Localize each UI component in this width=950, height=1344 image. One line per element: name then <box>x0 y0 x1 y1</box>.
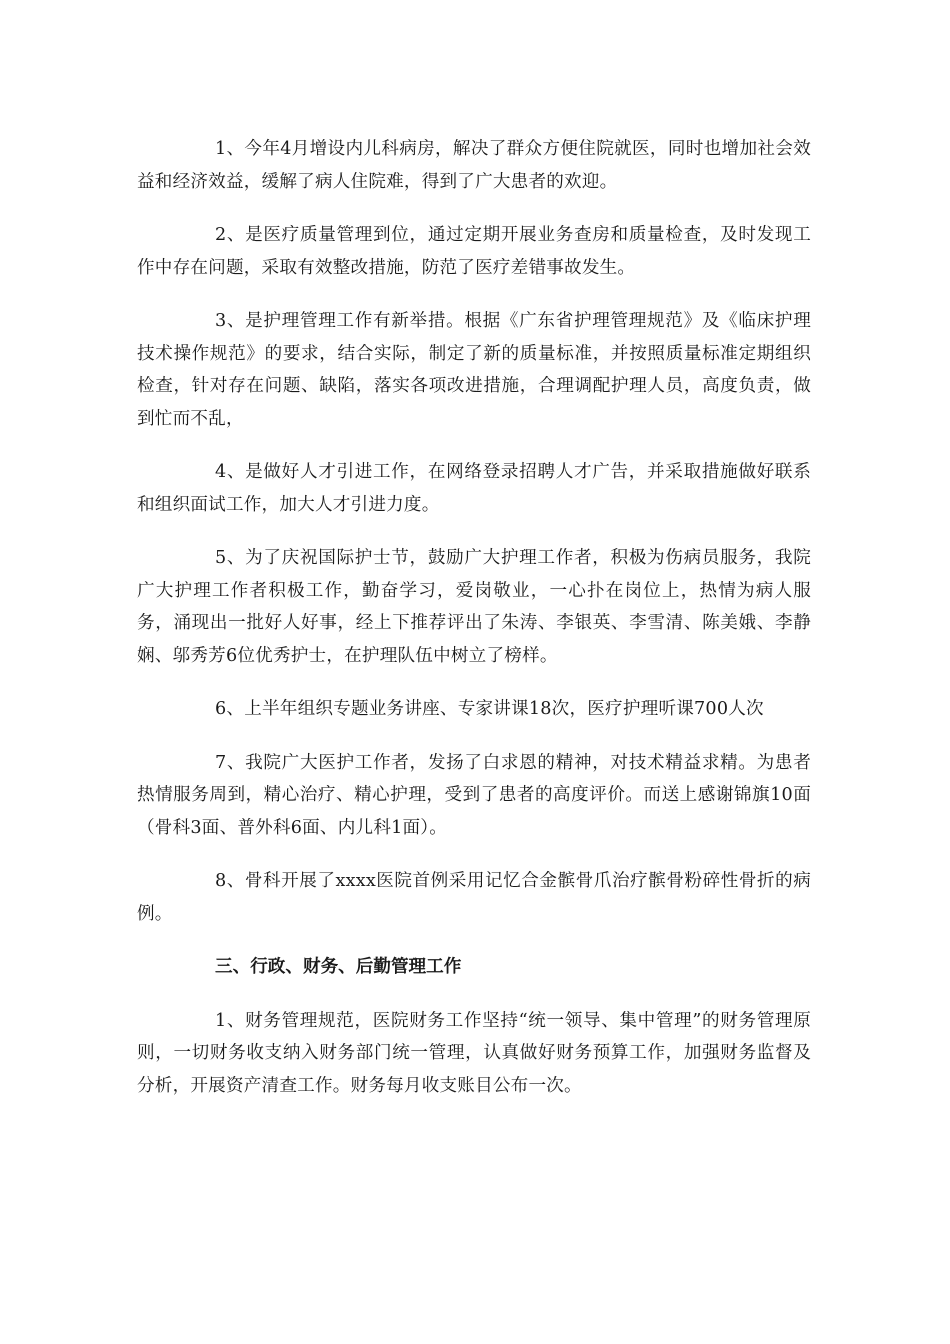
paragraph-5: 5、为了庆祝国际护士节，鼓励广大护理工作者，积极为伤病员服务，我院广大护理工作者积极工作，勤奋学习，爱岗敬业，一心扑在岗位上，热情为病人服务，涌现出一批好人好事，经上下推荐评出了朱涛、李银英、李雪清、陈美娥、李静娴、邬秀芳6位优秀护士，在护理队伍中树立了榜样。 <box>137 548 811 666</box>
paragraph-1: 1、今年4月增设内儿科病房，解决了群众方便住院就医，同时也增加社会效益和经济效益，缓解了病人住院难，得到了广大患者的欢迎。 <box>137 139 811 192</box>
paragraph-6: 6、上半年组织专题业务讲座、专家讲课18次，医疗护理听课700人次 <box>215 699 764 719</box>
section-paragraph-1: 1、财务管理规范，医院财务工作坚持“统一领导、集中管理”的财务管理原则，一切财务收支纳入财务部门统一管理，认真做好财务预算工作，加强财务监督及分析，开展资产清查工作。财务每月收支账目公布一次。 <box>137 1010 811 1096</box>
section-heading: 三、行政、财务、后勤管理工作 <box>215 956 462 977</box>
document-body <box>137 133 811 1123</box>
paragraph-2: 2、是医疗质量管理到位，通过定期开展业务查房和质量检查，及时发现工作中存在问题，采取有效整改措施，防范了医疗差错事故发生。 <box>137 225 811 278</box>
paragraph-7: 7、我院广大医护工作者，发扬了白求恩的精神，对技术精益求精。为患者热情服务周到，精心治疗、精心护理，受到了患者的高度评价。而送上感谢锦旗10面（骨科3面、普外科6面、内儿科1面）。 <box>137 752 811 838</box>
paragraph-3: 3、是护理管理工作有新举措。根据《广东省护理管理规范》及《临床护理技术操作规范》的要求，结合实际，制定了新的质量标准，并按照质量标准定期组织检查，针对存在问题、缺陷，落实各项改进措施，合理调配护理人员，高度负责，做到忙而不乱， <box>137 311 811 429</box>
paragraph-8: 8、骨科开展了xxxx医院首例采用记忆合金髌骨爪治疗髌骨粉碎性骨折的病例。 <box>137 871 811 924</box>
paragraph-4: 4、是做好人才引进工作，在网络登录招聘人才广告，并采取措施做好联系和组织面试工作，加大人才引进力度。 <box>137 462 811 515</box>
